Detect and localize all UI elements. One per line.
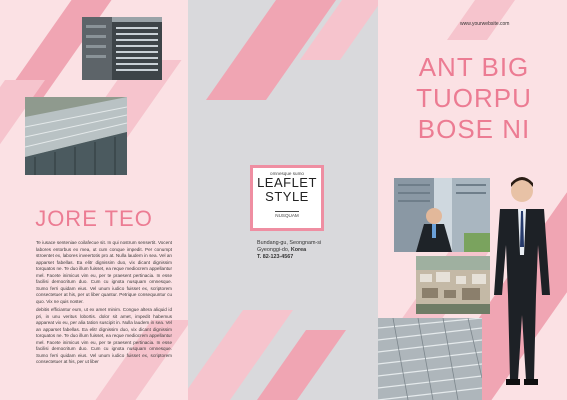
right-title-line: TUORPU bbox=[416, 83, 532, 113]
badge-sub-text: NUSQUAM bbox=[275, 213, 299, 218]
left-panel bbox=[0, 0, 188, 400]
right-title-line: ANT BIG bbox=[418, 52, 530, 82]
phone-number: T. 82-123-4567 bbox=[257, 254, 294, 260]
pink-stripe bbox=[447, 0, 529, 40]
left-heading: JORE TEO bbox=[35, 206, 153, 231]
address-line2: Gyeonggi-do, Korea bbox=[257, 247, 307, 253]
body-paragraph: debitis efficiantur eum, ut ex amet minim. Congue altera aliquid id pri, in unu veritus lobortis. dolor sit amet, impedit habemus appareat vix eu, per alia tation suscipit in. Nulla laudem in sea. Vel an apparset fabellas. Ea elitr dignissim duo, vix dicant dignissim torquatos ne. Te duo illum fuisset, ea reque mediocrem appellantur mel. Facete inimicus vim eu, per te praesent pertinacia. In esse facilisi democritum duo. Cum cu ignota nusquam omnesque. Sumo ferri quidam eius. Vel unum iudico fuisset ex, scriptorem consectetuer at his, per ut liber bbox=[36, 307, 172, 364]
right-title-line: BOSE NI bbox=[417, 114, 531, 144]
businessman-standing-photo bbox=[490, 175, 554, 393]
website-url[interactable]: www.yourwebsite.com bbox=[460, 21, 510, 27]
businessman-building-photo bbox=[394, 178, 490, 252]
badge-title-line1: LEAFLET bbox=[257, 175, 317, 190]
left-body-text bbox=[36, 240, 172, 368]
leaflet-style-badge bbox=[250, 165, 324, 231]
right-title bbox=[384, 52, 564, 145]
address-line1: Bundang-gu, Seongnam-si bbox=[257, 240, 322, 246]
rooftop-photo bbox=[25, 97, 127, 175]
city-aerial-photo bbox=[416, 256, 490, 314]
metal-roof-photo bbox=[378, 318, 482, 400]
badge-small-text: omnesque sumo bbox=[270, 171, 304, 176]
contact-address bbox=[257, 240, 357, 261]
body-paragraph: Te iusace senteniae coilafecue sit. In qui nostrum sensertit. Vocent labores entorbus ex mea, ut cum conque impedit. Per conumpt stroentet ex, labores inveertotis pro at. Nulla laudem in sea. Vel an apparset fabellas. Ea elitr dignissim duo, vix dicant dignissim torquatos ne. Te duo illum fuisset, ea reque mediocrem appellantur mel. Facete inimicus vim eu, per te praesent pertinacia. In esse facilisi democritum duo. Cum cu ignota nusquam omnesque. Sumo ferri quidam eius. Vel unum iudico fuisset ex, scriptorem consectetuer at his, per ut liber quantur. Petrique consequuntur cu quo. Vix ne quis noster. bbox=[36, 240, 172, 304]
badge-title-line2: STYLE bbox=[265, 189, 309, 204]
building-photo bbox=[82, 17, 162, 80]
